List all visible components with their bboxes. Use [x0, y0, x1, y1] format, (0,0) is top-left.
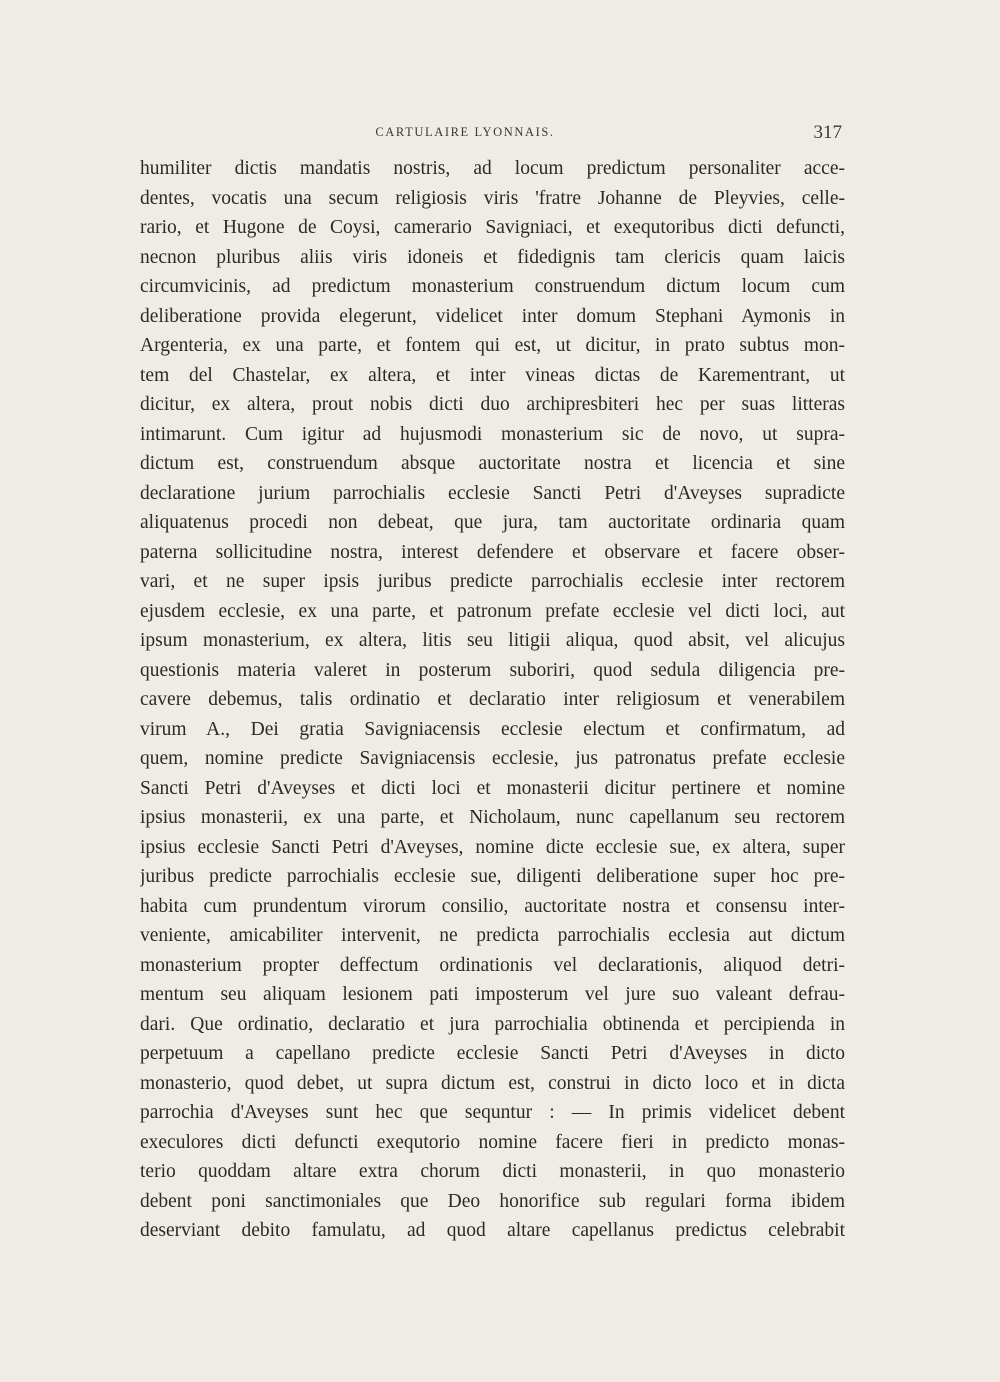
text-line: virum A., Dei gratia Savigniacensis ecclesie electum et confirmatum, ad: [140, 718, 845, 740]
page-number: 317: [813, 122, 842, 143]
text-line: ejusdem ecclesie, ex una parte, et patronum prefate ecclesie vel dicti loci, aut: [140, 600, 845, 622]
text-line: habita cum prundentum virorum consilio, auctoritate nostra et consensu inter-: [140, 895, 845, 917]
text-line: dictum est, construendum absque auctoritate nostra et licencia et sine: [140, 453, 845, 474]
text-line: dari. Que ordinatio, declaratio et jura parrochialia obtinenda et percipienda in: [140, 1013, 845, 1035]
text-line: dicitur, ex altera, prout nobis dicti duo archipresbiteri hec per suas litteras: [140, 394, 845, 415]
text-line: terio quoddam altare extra chorum dicti monasterii, in quo monasterio: [140, 1161, 845, 1182]
text-line: juribus predicte parrochialis ecclesie sue, diligenti deliberatione super hoc pre-: [140, 866, 845, 887]
running-head: [140, 122, 850, 146]
running-title: CARTULAIRE LYONNAIS.: [375, 125, 555, 139]
text-line: necnon pluribus aliis viris idoneis et fidedignis tam clericis quam laicis: [140, 246, 845, 268]
text-line: intimarunt. Cum igitur ad hujusmodi monasterium sic de novo, ut supra-: [140, 423, 845, 445]
text-line: ipsius ecclesie Sancti Petri d'Aveyses, nomine dicte ecclesie sue, ex altera, super: [140, 836, 845, 858]
text-line: aliquatenus procedi non debeat, que jura, tam auctoritate ordinaria quam: [140, 512, 845, 533]
text-line: veniente, amicabiliter intervenit, ne predicta parrochialis ecclesia aut dictum: [140, 925, 845, 946]
text-line: cavere debemus, talis ordinatio et declaratio inter religiosum et venerabilem: [140, 689, 845, 710]
text-line: Sancti Petri d'Aveyses et dicti loci et monasterii dicitur pertinere et nomine: [140, 777, 845, 799]
text-line: perpetuum a capellano predicte ecclesie Sancti Petri d'Aveyses in dicto: [140, 1043, 845, 1064]
text-line: parrochia d'Aveyses sunt hec que sequntur : — In primis videlicet debent: [140, 1102, 845, 1123]
text-line: mentum seu aliquam lesionem pati imposterum vel jure suo valeant defrau-: [140, 984, 845, 1005]
text-line: declaratione jurium parrochialis ecclesie Sancti Petri d'Aveyses supradicte: [140, 482, 845, 504]
text-line: paterna sollicitudine nostra, interest defendere et observare et facere obser-: [140, 541, 845, 563]
text-line: deliberatione provida elegerunt, videlicet inter domum Stephani Aymonis in: [140, 305, 845, 327]
text-line: vari, et ne super ipsis juribus predicte parrochialis ecclesie inter rectorem: [140, 571, 845, 592]
text-line: rario, et Hugone de Coysi, camerario Savigniaci, et exequtoribus dicti defuncti,: [140, 217, 845, 238]
text-line: monasterium propter deffectum ordinationis vel declarationis, aliquod detri-: [140, 954, 845, 976]
text-line: execulores dicti defuncti exequtorio nomine facere fieri in predicto monas-: [140, 1131, 845, 1153]
text-line: Argenteria, ex una parte, et fontem qui est, ut dicitur, in prato subtus mon-: [140, 335, 845, 356]
text-line: dentes, vocatis una secum religiosis viris 'fratre Johanne de Pleyvies, celle-: [140, 187, 845, 209]
text-line: questionis materia valeret in posterum suboriri, quod sedula diligencia pre-: [140, 659, 845, 681]
text-line: ipsum monasterium, ex altera, litis seu litigii aliqua, quod absit, vel alicujus: [140, 630, 845, 651]
text-line: monasterio, quod debet, ut supra dictum est, construi in dicto loco et in dicta: [140, 1072, 845, 1094]
text-line: humiliter dictis mandatis nostris, ad locum predictum personaliter acce-: [140, 158, 845, 179]
text-line: deserviant debito famulatu, ad quod altare capellanus predictus celebrabit: [140, 1220, 845, 1241]
text-line: tem del Chastelar, ex altera, et inter vineas dictas de Karementrant, ut: [140, 364, 845, 386]
text-line: quem, nomine predicte Savigniacensis ecclesie, jus patronatus prefate ecclesie: [140, 748, 845, 769]
body-text: [140, 154, 845, 1246]
text-line: debent poni sanctimoniales que Deo honorifice sub regulari forma ibidem: [140, 1190, 845, 1212]
text-line: circumvicinis, ad predictum monasterium construendum dictum locum cum: [140, 276, 845, 297]
text-line: ipsius monasterii, ex una parte, et Nicholaum, nunc capellanum seu rectorem: [140, 807, 845, 828]
